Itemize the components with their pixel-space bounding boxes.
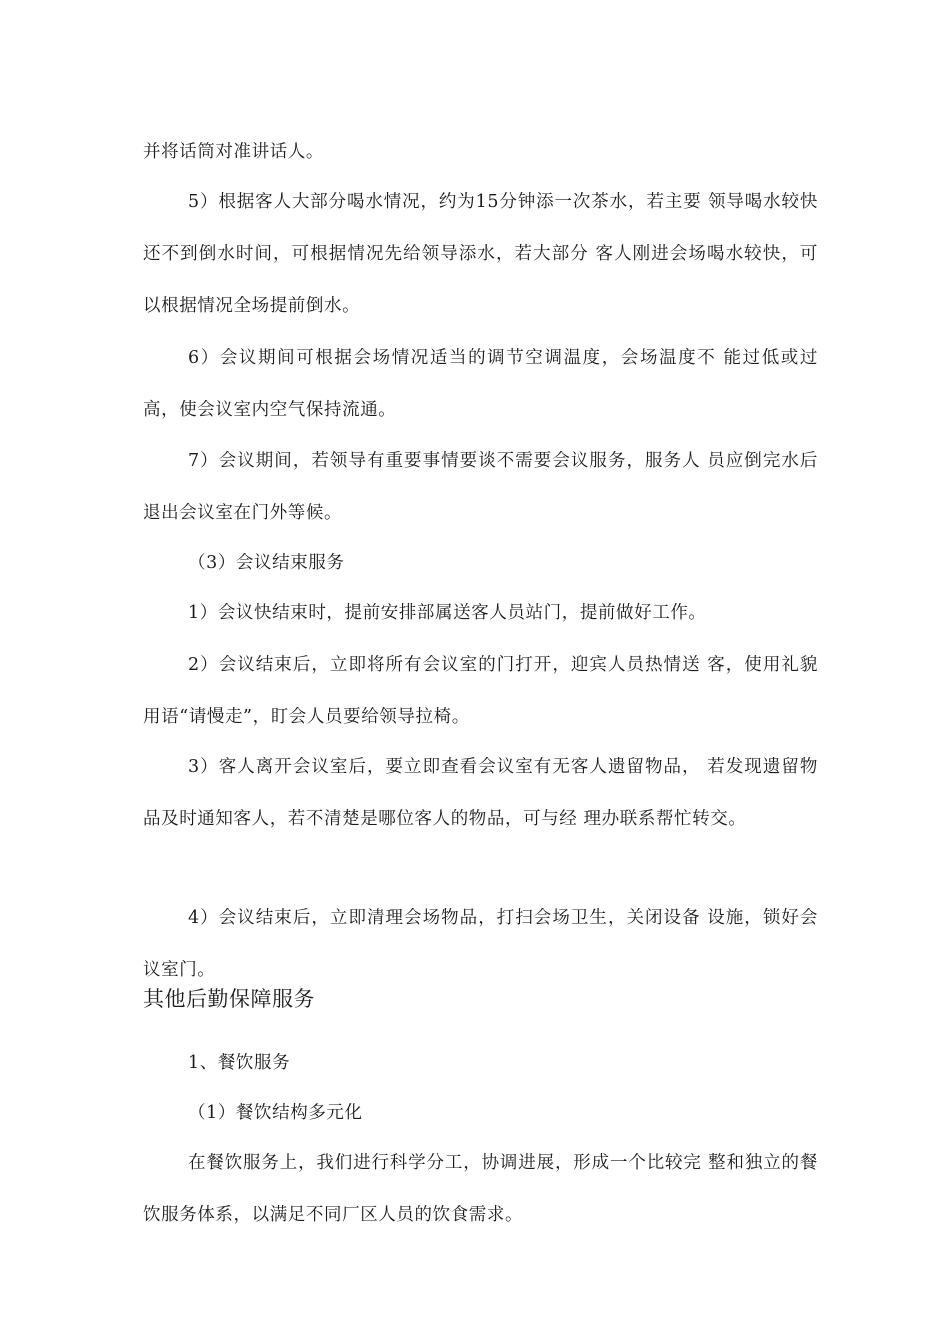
paragraph-end-2: 2）会议结束后，立即将所有会议室的门打开，迎宾人员热情送 客，使用礼貌用语“请慢走”，盯会人员要给领导拉椅。: [143, 655, 818, 727]
paragraph-end-1: 1）会议快结束时，提前安排部属送客人员站门，提前做好工作。: [188, 603, 707, 623]
paragraph-end-4: 4）会议结束后，立即清理会场物品，打扫会场卫生，关闭设备 设施，锁好会议室门。: [143, 908, 818, 980]
paragraph-item-7: 7）会议期间，若领导有重要事情要谈不需要会议服务，服务人 员应倒完水后退出会议室在门外等候。: [143, 451, 818, 523]
section-heading: 其他后勤保障服务: [143, 987, 315, 1011]
paragraph-item-5: 5）根据客人大部分喝水情况，约为15分钟添一次茶水，若主要 领导喝水较快还不到倒水时间，可根据情况先给领导添水，若大部分 客人刚进会场喝水较快，可以根据情况全场提前倒水。: [143, 192, 818, 316]
paragraph-catering-body: 在餐饮服务上，我们进行科学分工，协调进展，形成一个比较完 整和独立的餐饮服务体系，以满足不同厂区人员的饮食需求。: [143, 1153, 818, 1225]
item-catering-structure: （1）餐饮结构多元化: [188, 1103, 363, 1123]
paragraph-continuation: 并将话筒对准讲话人。: [143, 142, 324, 162]
item-catering-service: 1、餐饮服务: [188, 1053, 291, 1073]
paragraph-end-3: 3）客人离开会议室后，要立即查看会议室有无客人遗留物品， 若发现遗留物品及时通知客人，若不清楚是哪位客人的物品，可与经 理办联系帮忙转交。: [143, 757, 818, 829]
paragraph-item-6: 6）会议期间可根据会场情况适当的调节空调温度，会场温度不 能过低或过高，使会议室内空气保持流通。: [143, 348, 818, 420]
subheading-meeting-end-service: （3）会议结束服务: [188, 553, 345, 573]
